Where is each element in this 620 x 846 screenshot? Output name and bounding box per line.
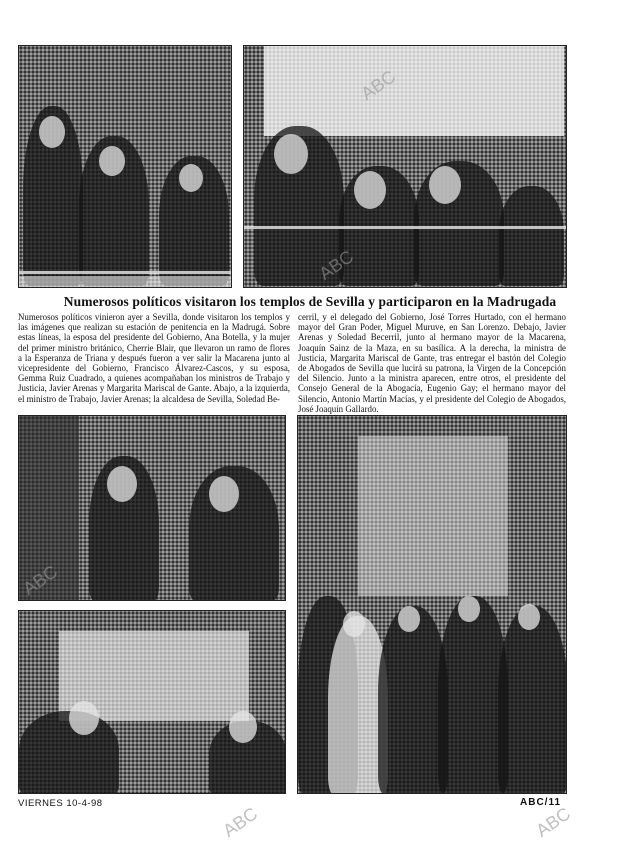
body-column-left: Numerosos políticos vinieron ayer a Sevilla, donde visitaron los templos y las imágenes que realizan su estación de penitencia en la Madrugá. Sobre estas líneas, la esposa del presidente del Gobierno, Ana Botella, y la mujer del primer ministro británico, Cherrie Blair, que llevaron un ramo de flores a la Esperanza de Triana y después fueron a ver salir la Macarena junto al vicepresidente del Gobierno, Francisco Álvarez-Cascos, y su esposa, Gemma Ruiz Cuadrado, a quienes acompañaban los ministros de Trabajo y Justicia, Javier Arenas y Margarita Mariscal de Gante. Abajo, a la izquierda, el ministro de Trabajo, Javier Arenas; la alcaldesa de Sevilla, Soledad Be- [18, 312, 290, 404]
photo-right-tall [297, 415, 567, 794]
headline: Numerosos políticos visitaron los templos de Sevilla y participaron en la Madrugada [63, 294, 557, 309]
watermark-abc: ABC [532, 803, 575, 841]
photo-top-right [243, 45, 567, 288]
body-column-right: cerril, y el delegado del Gobierno, José Torres Hurtado, con el hermano mayor del Gran Poder, Miguel Muruve, en San Lorenzo. Debajo, Javier Arenas y Soledad Becerril, junto al hermano mayor de la Macarena, Joaquín Sainz de la Maza, en su basílica. A la derecha, la ministra de Justicia, Margarita Mariscal de Gante, tras entregar el bastón del Colegio de Abogados de Sevilla que lucirá su patrona, la Virgen de la Concepción del Silencio. Junto a la ministra aparecen, entre otros, el presidente del Consejo General de la Abogacía, Eugenio Gay; el hermano mayor del Silencio, Antonio Martín Macías, y el presidente del Colegio de Abogados, José Joaquín Gallardo. [298, 312, 566, 414]
footer-date: VIERNES 10-4-98 [18, 798, 103, 809]
footer-page-number: ABC/11 [520, 797, 562, 808]
watermark-abc: ABC [315, 246, 358, 284]
watermark-abc: ABC [219, 803, 262, 841]
photo-bottom-left [18, 610, 286, 794]
photo-top-left [18, 45, 232, 288]
watermark-abc: ABC [19, 561, 62, 599]
watermark-abc: ABC [357, 66, 400, 104]
photo-middle-left [18, 415, 286, 601]
